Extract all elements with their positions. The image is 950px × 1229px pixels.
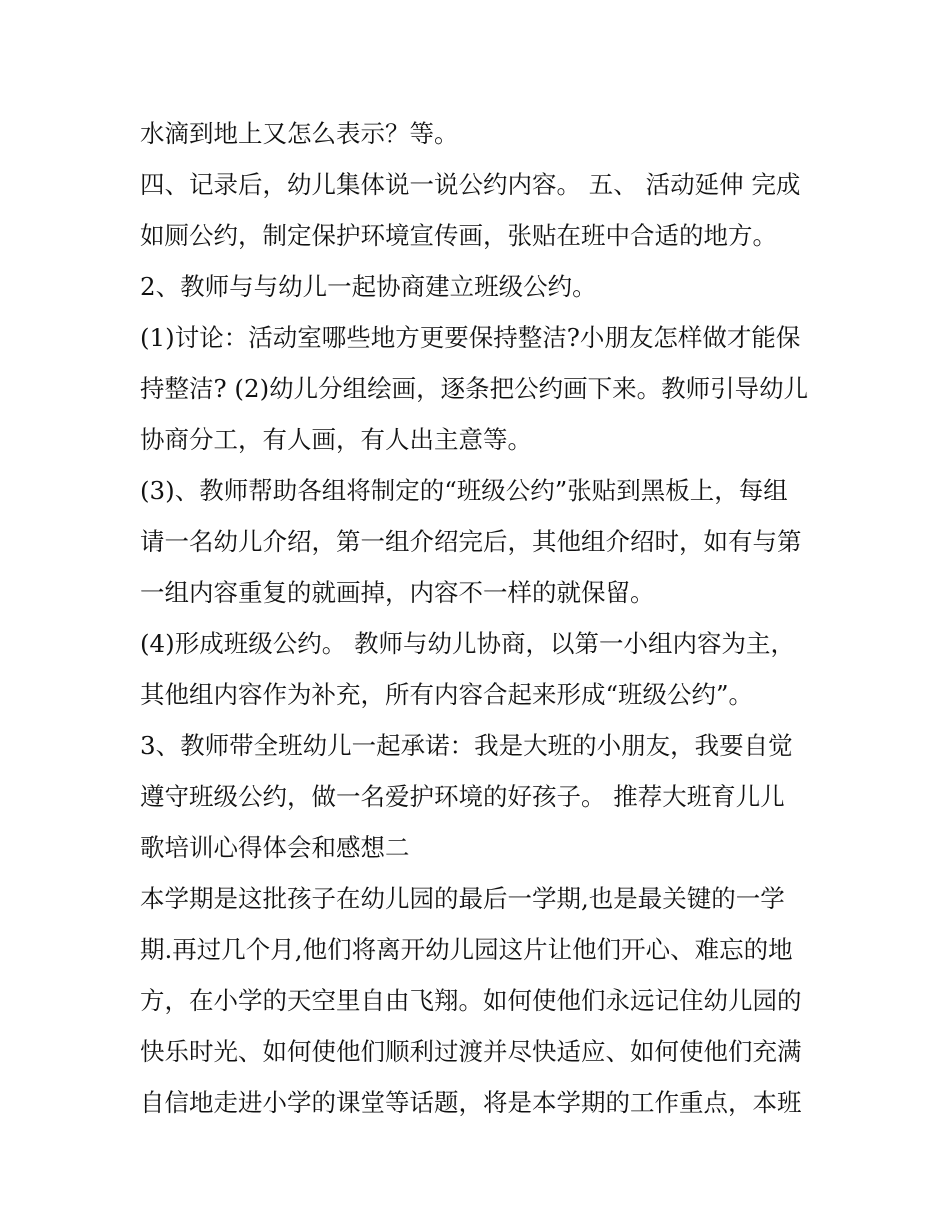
text-line: 期.再过几个月,他们将离开幼儿园这片让他们开心、难忘的地 bbox=[140, 935, 793, 964]
text-line: 自信地走进小学的课堂等话题，将是本学期的工作重点，本班 bbox=[140, 1088, 802, 1117]
text-line: 四、记录后，幼儿集体说一说公约内容。 五、 活动延伸 完成 bbox=[140, 170, 801, 199]
text-line: 水滴到地上又怎么表示？等。 bbox=[140, 119, 459, 148]
text-line: 本学期是这批孩子在幼儿园的最后一学期,也是最关键的一学 bbox=[140, 884, 785, 913]
text-line: 快乐时光、如何使他们顺利过渡并尽快适应、如何使他们充满 bbox=[140, 1037, 802, 1066]
text-line: 3、教师带全班幼儿一起承诺：我是大班的小朋友，我要自觉 bbox=[140, 731, 793, 760]
text-line: 其他组内容作为补充，所有内容合起来形成“班级公约”。 bbox=[140, 680, 754, 709]
text-line: 歌培训心得体会和感想二 bbox=[140, 833, 410, 862]
text-line: (1)讨论：活动室哪些地方更要保持整洁?小朋友怎样做才能保 bbox=[140, 323, 801, 352]
text-line: (4)形成班级公约。 教师与幼儿协商，以第一小组内容为主， bbox=[140, 629, 795, 658]
text-line: 请一名幼儿介绍，第一组介绍完后，其他组介绍时，如有与第 bbox=[140, 527, 802, 556]
text-line: 协商分工，有人画，有人出主意等。 bbox=[140, 425, 532, 454]
text-line: (3)、教师帮助各组将制定的“班级公约”张贴到黑板上，每组 bbox=[140, 476, 788, 505]
text-line: 如厕公约，制定保护环境宣传画，张贴在班中合适的地方。 bbox=[140, 221, 777, 250]
text-line: 一组内容重复的就画掉，内容不一样的就保留。 bbox=[140, 578, 655, 607]
text-line: 2、教师与与幼儿一起协商建立班级公约。 bbox=[140, 272, 597, 301]
text-line: 持整洁? (2)幼儿分组绘画，逐条把公约画下来。教师引导幼儿 bbox=[140, 374, 809, 403]
text-line: 方，在小学的天空里自由飞翔。如何使他们永远记住幼儿园的 bbox=[140, 986, 802, 1015]
text-line: 遵守班级公约，做一名爱护环境的好孩子。 推荐大班育儿儿 bbox=[140, 782, 785, 811]
document-body bbox=[140, 108, 820, 1128]
